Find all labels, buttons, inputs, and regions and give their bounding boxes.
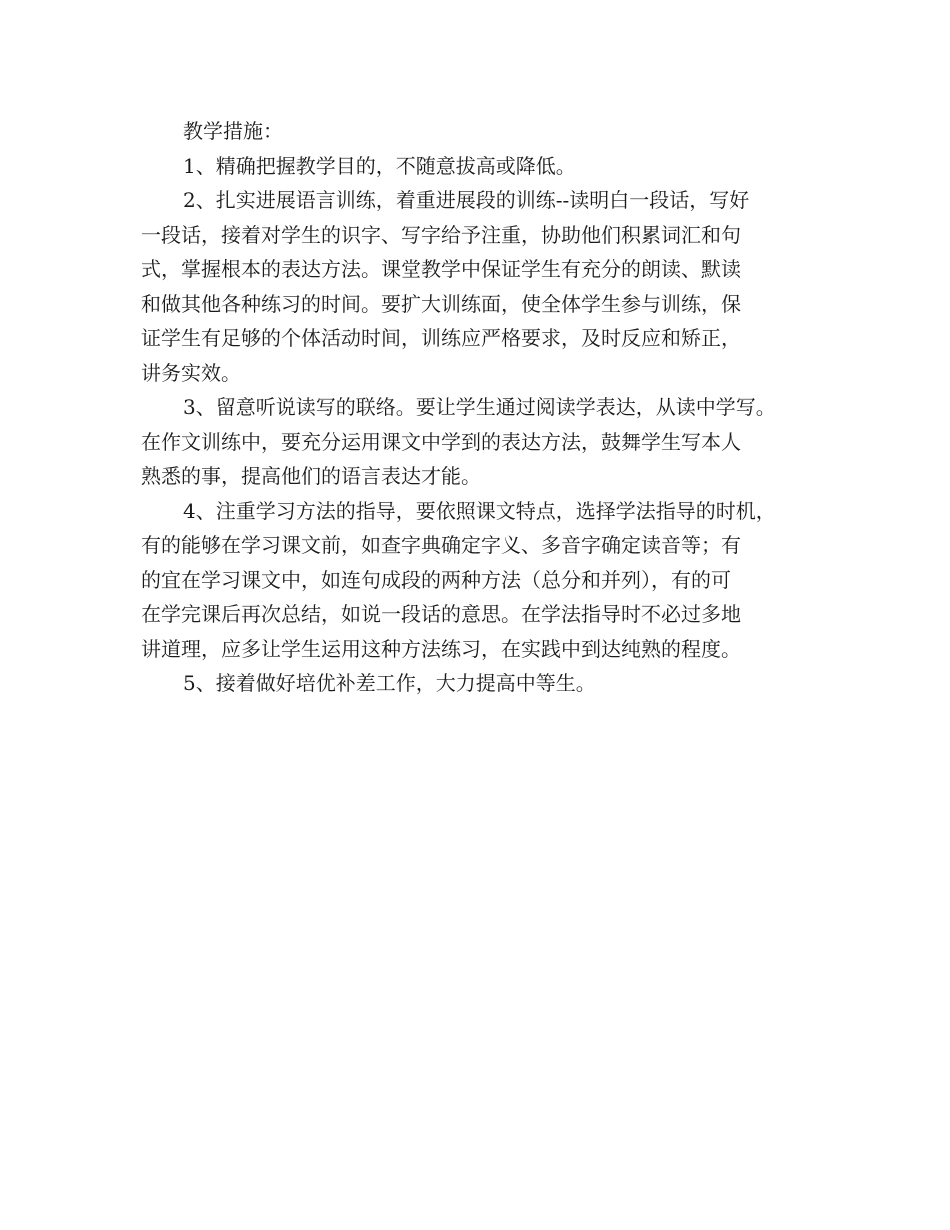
paragraph-line: 一段话，接着对学生的识字、写字给予注重，协助他们积累词汇和句 bbox=[141, 222, 741, 247]
paragraph-line: 有的能够在学习课文前，如查字典确定字义、多音字确定读音等；有 bbox=[141, 533, 741, 557]
paragraph-item-4 bbox=[141, 494, 816, 667]
section-heading: 教学措施： bbox=[183, 119, 283, 143]
paragraph-line: 式，掌握根本的表达方法。课堂教学中保证学生有充分的朗读、默读 bbox=[141, 257, 741, 281]
paragraph-line: 1、精确把握教学目的，不随意拔高或降低。 bbox=[183, 153, 576, 178]
paragraph-line: 4、注重学习方法的指导，要依照课文特点，选择学法指导的时机， bbox=[183, 498, 776, 523]
paragraph-item-2 bbox=[141, 183, 816, 390]
paragraph-line: 讲务实效。 bbox=[141, 360, 241, 385]
paragraph-line: 的宜在学习课文中，如连句成段的两种方法（总分和并列），有的可 bbox=[141, 567, 731, 592]
paragraph-line: 2、扎实进展语言训练，着重进展段的训练--读明白一段话，写好 bbox=[183, 188, 750, 212]
paragraph-line: 在学完课后再次总结，如说一段话的意思。在学法指导时不必过多地 bbox=[141, 602, 741, 626]
paragraph-item-5 bbox=[141, 666, 816, 701]
paragraph-line: 和做其他各种练习的时间。要扩大训练面，使全体学生参与训练，保 bbox=[141, 291, 741, 316]
paragraph-line: 3、留意听说读写的联络。要让学生通过阅读学表达，从读中学写。 bbox=[183, 395, 776, 419]
paragraph-line: 在作文训练中，要充分运用课文中学到的表达方法，鼓舞学生写本人 bbox=[141, 429, 741, 454]
paragraph-line: 证学生有足够的个体活动时间，训练应严格要求，及时反应和矫正， bbox=[141, 326, 741, 350]
paragraph-line: 5、接着做好培优补差工作，大力提高中等生。 bbox=[183, 671, 596, 695]
paragraph-item-3 bbox=[141, 390, 816, 494]
document-body bbox=[141, 114, 816, 701]
paragraph-item-1 bbox=[141, 149, 816, 184]
paragraph-line: 熟悉的事，提高他们的语言表达才能。 bbox=[141, 464, 481, 488]
paragraph-line: 讲道理，应多让学生运用这种方法练习，在实践中到达纯熟的程度。 bbox=[141, 636, 741, 661]
